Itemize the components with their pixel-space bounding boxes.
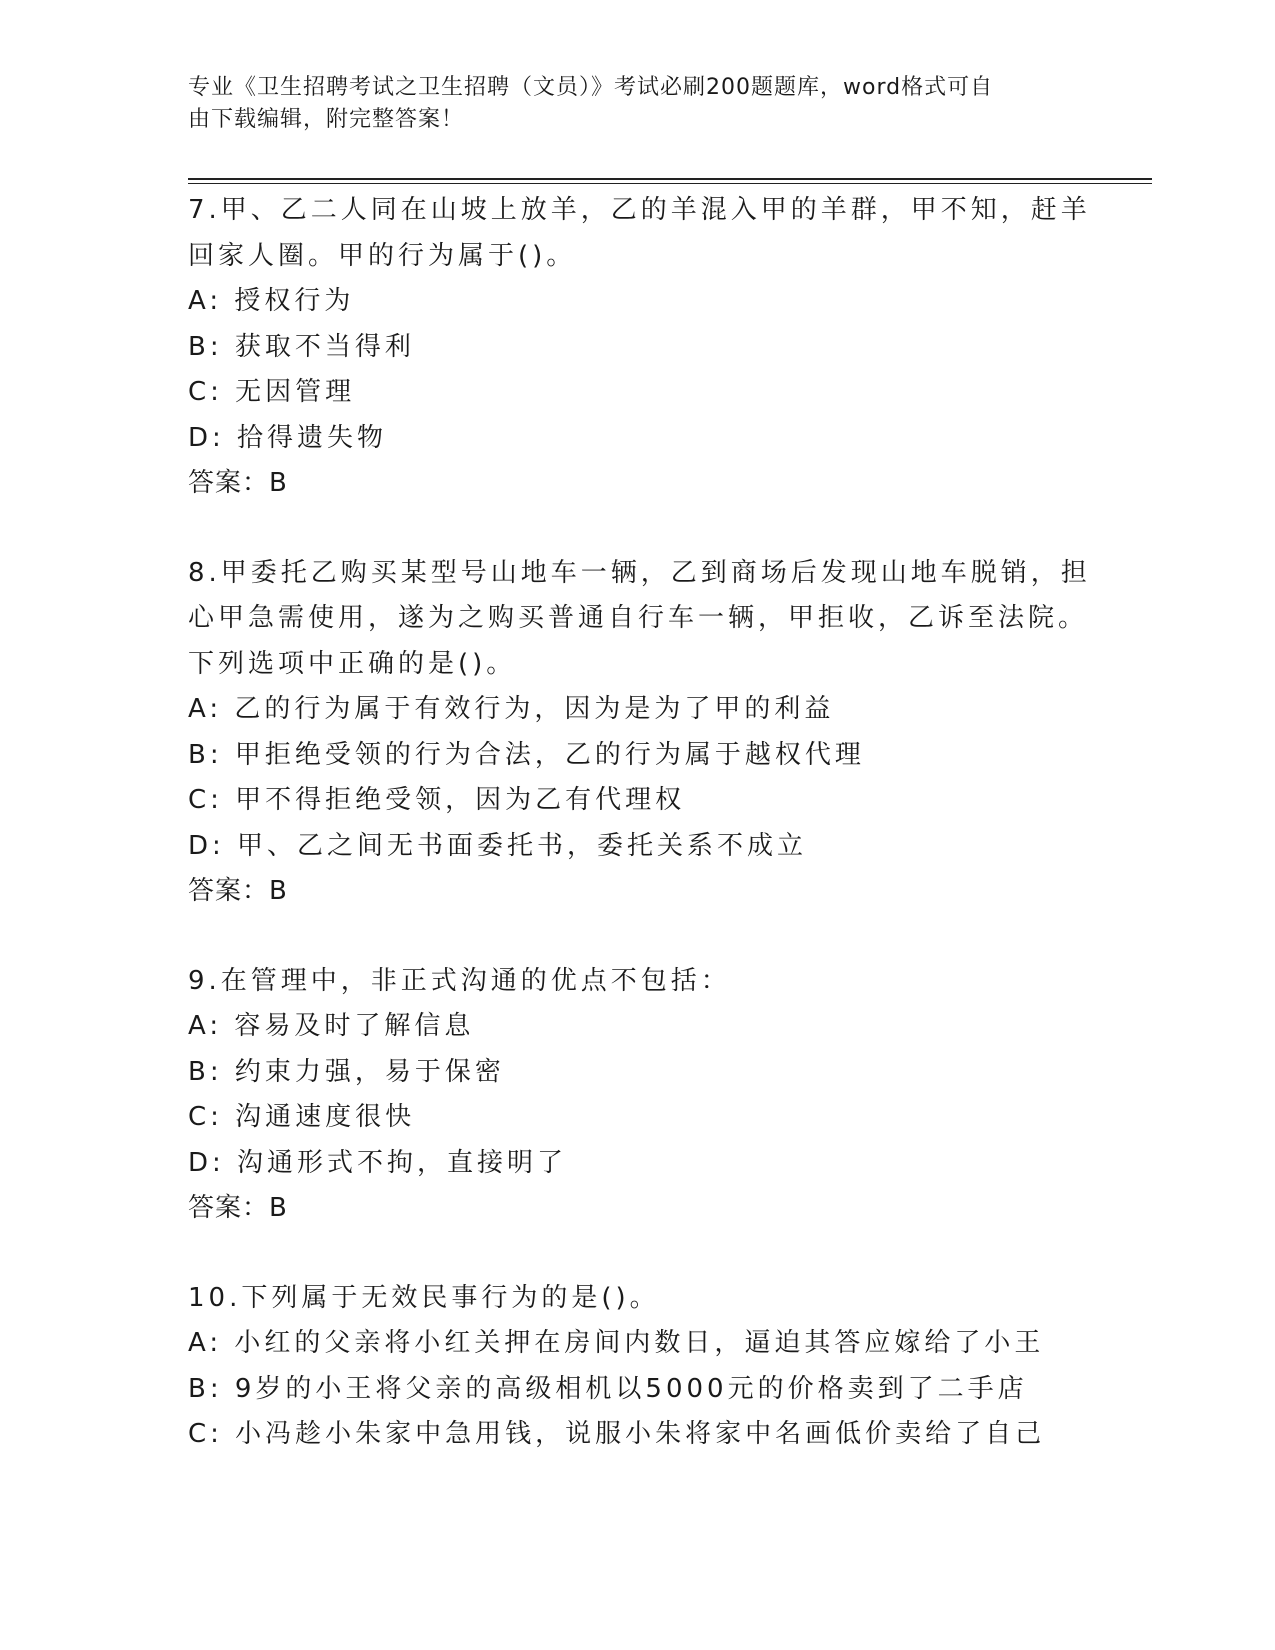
option-a: A: 乙的行为属于有效行为，因为是为了甲的利益	[188, 694, 835, 724]
question-stem-line: 回家人圈。甲的行为属于()。	[188, 240, 577, 271]
option-d: D: 拾得遗失物	[188, 422, 388, 453]
answer-line: 答案：B	[188, 876, 288, 906]
header-line-2: 由下载编辑，附完整答案！	[188, 107, 465, 132]
header-divider-thick	[188, 178, 1152, 180]
option-b: B: 甲拒绝受领的行为合法，乙的行为属于越权代理	[188, 739, 865, 770]
question-stem-line: 心甲急需使用，遂为之购买普通自行车一辆，甲拒收，乙诉至法院。	[188, 603, 1089, 633]
answer-line: 答案：B	[188, 1193, 288, 1223]
question-10	[188, 1276, 1088, 1458]
option-b: B: 9岁的小王将父亲的高级相机以5000元的价格卖到了二手店	[188, 1373, 1028, 1404]
option-c: C: 小冯趁小朱家中急用钱，说服小朱将家中名画低价卖给了自己	[188, 1419, 1046, 1449]
option-d: D: 沟通形式不拘，直接明了	[188, 1147, 568, 1178]
option-a: A: 容易及时了解信息	[188, 1011, 475, 1041]
header-line-1: 专业《卫生招聘考试之卫生招聘（文员）》考试必刷200题题库，word格式可自	[188, 75, 994, 100]
question-stem-line: 10.下列属于无效民事行为的是()。	[188, 1282, 660, 1313]
question-stem-line: 7.甲、乙二人同在山坡上放羊，乙的羊混入甲的羊群，甲不知，赶羊	[188, 195, 1091, 225]
option-b: B: 获取不当得利	[188, 331, 415, 362]
option-d: D: 甲、乙之间无书面委托书，委托关系不成立	[188, 830, 808, 861]
option-a: A: 授权行为	[188, 286, 355, 316]
question-stem-line: 8.甲委托乙购买某型号山地车一辆，乙到商场后发现山地车脱销，担	[188, 557, 1091, 588]
answer-line: 答案：B	[188, 468, 288, 498]
question-9	[188, 959, 1088, 1232]
question-list	[188, 188, 1091, 1502]
question-stem-line: 9.在管理中，非正式沟通的优点不包括：	[188, 965, 731, 996]
question-7	[188, 188, 1091, 507]
option-c: C: 甲不得拒绝受领，因为乙有代理权	[188, 785, 686, 815]
option-b: B: 约束力强，易于保密	[188, 1056, 505, 1087]
document-header	[188, 72, 1088, 136]
option-a: A: 小红的父亲将小红关押在房间内数日，逼迫其答应嫁给了小王	[188, 1328, 1045, 1358]
question-8	[188, 551, 1091, 915]
option-c: C: 沟通速度很快	[188, 1102, 416, 1132]
header-divider-thin	[188, 183, 1152, 184]
option-c: C: 无因管理	[188, 377, 356, 407]
question-stem-line: 下列选项中正确的是()。	[188, 648, 517, 679]
